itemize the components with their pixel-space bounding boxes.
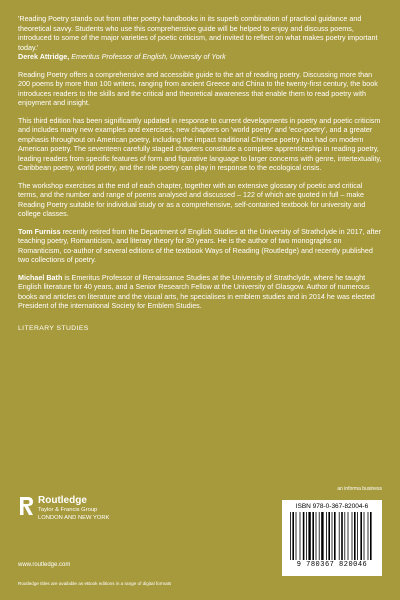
barcode-panel: [282, 500, 382, 576]
subject-category: LITERARY STUDIES: [18, 324, 89, 332]
cover-footer: [18, 486, 384, 590]
author-bio-text-1: recently retired from the Department of English Studies at the University of Strathclyde in 2017, after teaching poetry, Romanticism, and literary theory for 30 years. He is the author of two monographs on Romanticism, co-author of several editions of the textbook Ways of Reading (Routledge) and recently published two collections of poetry.: [18, 226, 382, 264]
ebook-note: Routledge titles are available as eBook editions in a range of digital formats: [18, 581, 172, 586]
publisher-group: Taylor & Francis Group: [38, 507, 98, 513]
publisher-name: Routledge: [38, 495, 87, 506]
barcode-digits: 9 780367 820046: [296, 561, 368, 569]
author-name-1: Tom Furniss: [18, 226, 61, 236]
endorsement-author: Derek Attridge,: [18, 52, 70, 61]
isbn-text: ISBN 978-0-367-82004-6: [295, 503, 369, 510]
publisher-cities: LONDON AND NEW YORK: [38, 514, 110, 521]
author-bio-2: [18, 273, 384, 311]
endorsement-role: Emeritus Professor of English, University of York: [71, 52, 226, 61]
barcode-icon: [288, 512, 376, 560]
description-paragraph-1: Reading Poetry offers a comprehensive and accessible guide to the art of reading poetry. Discussing more than 200 poems by more than 100 writers, ranging from ancient Greece and China to the twenty-first century, the book introduces readers to the skills and the critical and theoretical awareness that enable them to read poetry with enjoyment and insight.: [18, 69, 378, 107]
back-cover-text: [18, 14, 384, 333]
routledge-r-icon: [18, 496, 34, 516]
author-bio-text-2: is Emeritus Professor of Renaissance Studies at the University of Strathclyde, where he taught English literature for 40 years, and a Senior Research Fellow at the University of Glasgow. Author of numerous books and articles on literature and the visual arts, he specialises in emblem studies and in 2014 he was elected President of the international Society for Emblem Studies.: [18, 272, 375, 310]
publisher-logo: [18, 496, 109, 522]
author-bio-1: [18, 227, 384, 265]
informa-tag: an informa business: [337, 486, 382, 492]
endorsement-attribution: [18, 52, 384, 62]
publisher-url[interactable]: www.routledge.com: [18, 562, 71, 568]
description-paragraph-3: The workshop exercises at the end of each chapter, together with an extensive glossary of poetic and critical terms, and the number and range of poems analysed and discussed – 122 of which are quoted in full – make Reading Poetry suitable for individual study or as a comprehensive, self-contained textbook for university and college classes.: [18, 180, 366, 218]
author-name-2: Michael Bath: [18, 272, 63, 282]
endorsement-quote: 'Reading Poetry stands out from other poetry handbooks in its superb combination of practical guidance and theoretical savvy. Students who use this comprehensive guide will be helped to enjoy and discuss poems, introduced to some of the major varieties of poetic criticism, and invited to reflect on what makes poetry important today.': [18, 14, 378, 52]
description-paragraph-2: This third edition has been significantly updated in response to current developments in poetry and poetic criticism and includes many new examples and exercises, new chapters on 'world poetry' and 'eco-poetry', and a greater emphasis throughout on American poetry, including the impact traditional Chinese poetry has had on modern American poetry. The seventeen carefully staged chapters constitute a complete apprenticeship in reading poetry, leading readers from specific features of form and figurative language to larger concerns with genre, intertextuality, Caribbean poetry, world poetry, and the role poetry can play in response to the ecological crisis.: [18, 115, 382, 172]
